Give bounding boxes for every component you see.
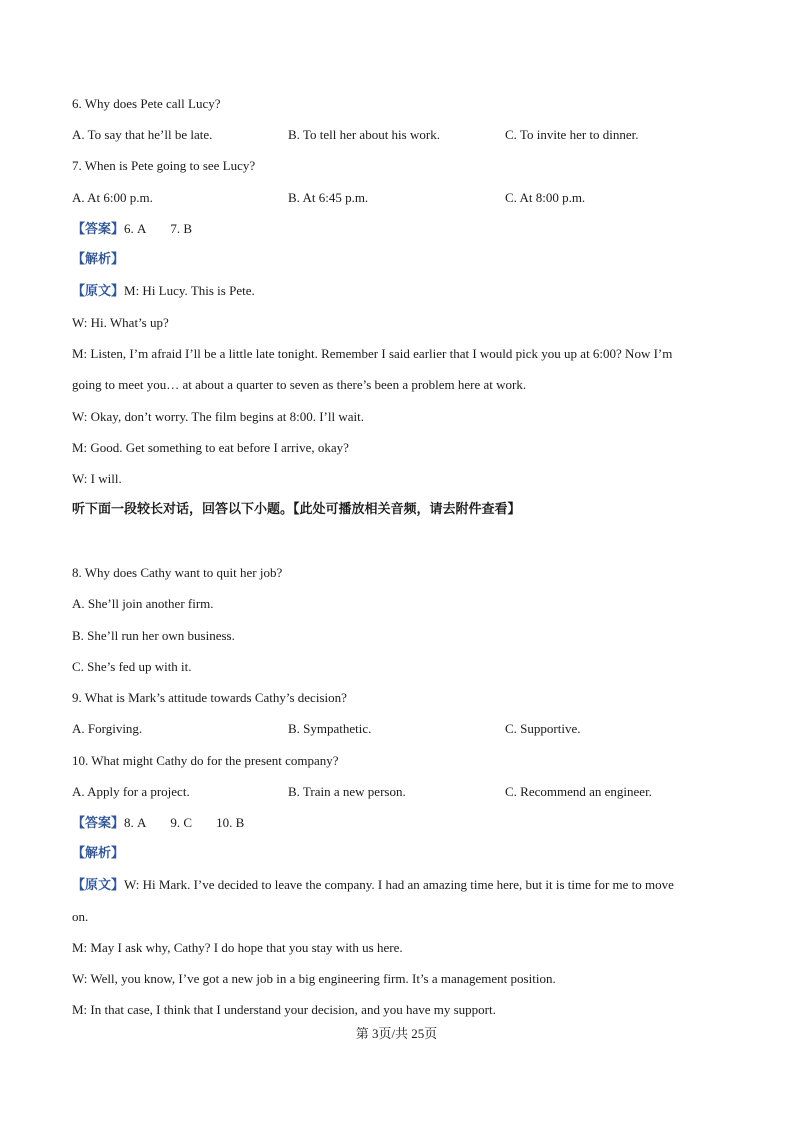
transcript-2-line-2: on. (72, 909, 89, 924)
question-7: 7. When is Pete going to see Lucy? (72, 158, 256, 173)
answer-8: 8. A (124, 815, 147, 830)
answer-10: 10. B (216, 815, 245, 830)
answer-7: 7. B (170, 221, 193, 236)
transcript-2-line-1 (72, 876, 674, 895)
q8-option-c: C. She’s fed up with it. (72, 659, 192, 674)
answer-tag: 【答案】 (72, 816, 125, 831)
q9-option-b: B. Sympathetic. (288, 721, 372, 736)
transcript-2-line-3: M: May I ask why, Cathy? I do hope that you stay with us here. (72, 940, 403, 955)
transcript-2-line-4: W: Well, you know, I’ve got a new job in a big engineering firm. It’s a management position. (72, 971, 556, 986)
answer-6: 6. A (124, 221, 147, 236)
q9-option-a: A. Forgiving. (72, 721, 143, 736)
answer-tag: 【答案】 (72, 222, 125, 237)
transcript-1-line-6: M: Good. Get something to eat before I arrive, okay? (72, 440, 349, 455)
q9-option-c: C. Supportive. (505, 721, 581, 736)
q10-option-b: B. Train a new person. (288, 784, 406, 799)
q6-option-a: A. To say that he’ll be late. (72, 127, 213, 142)
transcript-1-line-4: going to meet you… at about a quarter to seven as there’s been a problem here at work. (72, 377, 527, 392)
transcript-tag: 【原文】 (72, 284, 125, 299)
page-number-footer: 第 3页/共 25页 (355, 1026, 438, 1041)
transcript-tag: 【原文】 (72, 878, 125, 893)
q7-option-a: A. At 6:00 p.m. (72, 190, 153, 205)
transcript-1-line-2: W: Hi. What’s up? (72, 315, 169, 330)
transcript-text: M: Hi Lucy. This is Pete. (124, 283, 255, 298)
transcript-1-line-5: W: Okay, don’t worry. The film begins at 8:00. I’ll wait. (72, 409, 364, 424)
answer-9: 9. C (170, 815, 193, 830)
transcript-1-line-1 (72, 282, 255, 301)
q8-option-b: B. She’ll run her own business. (72, 628, 235, 643)
transcript-1-line-3: M: Listen, I’m afraid I’ll be a little late tonight. Remember I said earlier that I would pick you up at 6:00? Now I’m (72, 346, 673, 361)
answer-line-1 (72, 220, 192, 239)
q10-option-a: A. Apply for a project. (72, 784, 190, 799)
q6-option-c: C. To invite her to dinner. (505, 127, 639, 142)
q10-option-c: C. Recommend an engineer. (505, 784, 652, 799)
transcript-1-line-7: W: I will. (72, 471, 122, 486)
question-10: 10. What might Cathy do for the present company? (72, 753, 339, 768)
transcript-2-line-5: M: In that case, I think that I understand your decision, and you have my support. (72, 1002, 496, 1017)
analysis-tag-2: 【解析】 (72, 846, 125, 861)
q7-option-b: B. At 6:45 p.m. (288, 190, 369, 205)
q6-option-b: B. To tell her about his work. (288, 127, 440, 142)
transcript-text: W: Hi Mark. I’ve decided to leave the company. I had an amazing time here, but it is time for me to move (124, 877, 674, 892)
answer-line-2 (72, 814, 244, 833)
q7-option-c: C. At 8:00 p.m. (505, 190, 586, 205)
q8-option-a: A. She’ll join another firm. (72, 596, 214, 611)
question-9: 9. What is Mark’s attitude towards Cathy’s decision? (72, 690, 347, 705)
listening-instruction: 听下面一段较长对话，回答以下小题。【此处可播放相关音频，请去附件查看】 (72, 502, 521, 517)
analysis-tag-1: 【解析】 (72, 252, 125, 267)
question-6: 6. Why does Pete call Lucy? (72, 96, 221, 111)
question-8: 8. Why does Cathy want to quit her job? (72, 565, 283, 580)
